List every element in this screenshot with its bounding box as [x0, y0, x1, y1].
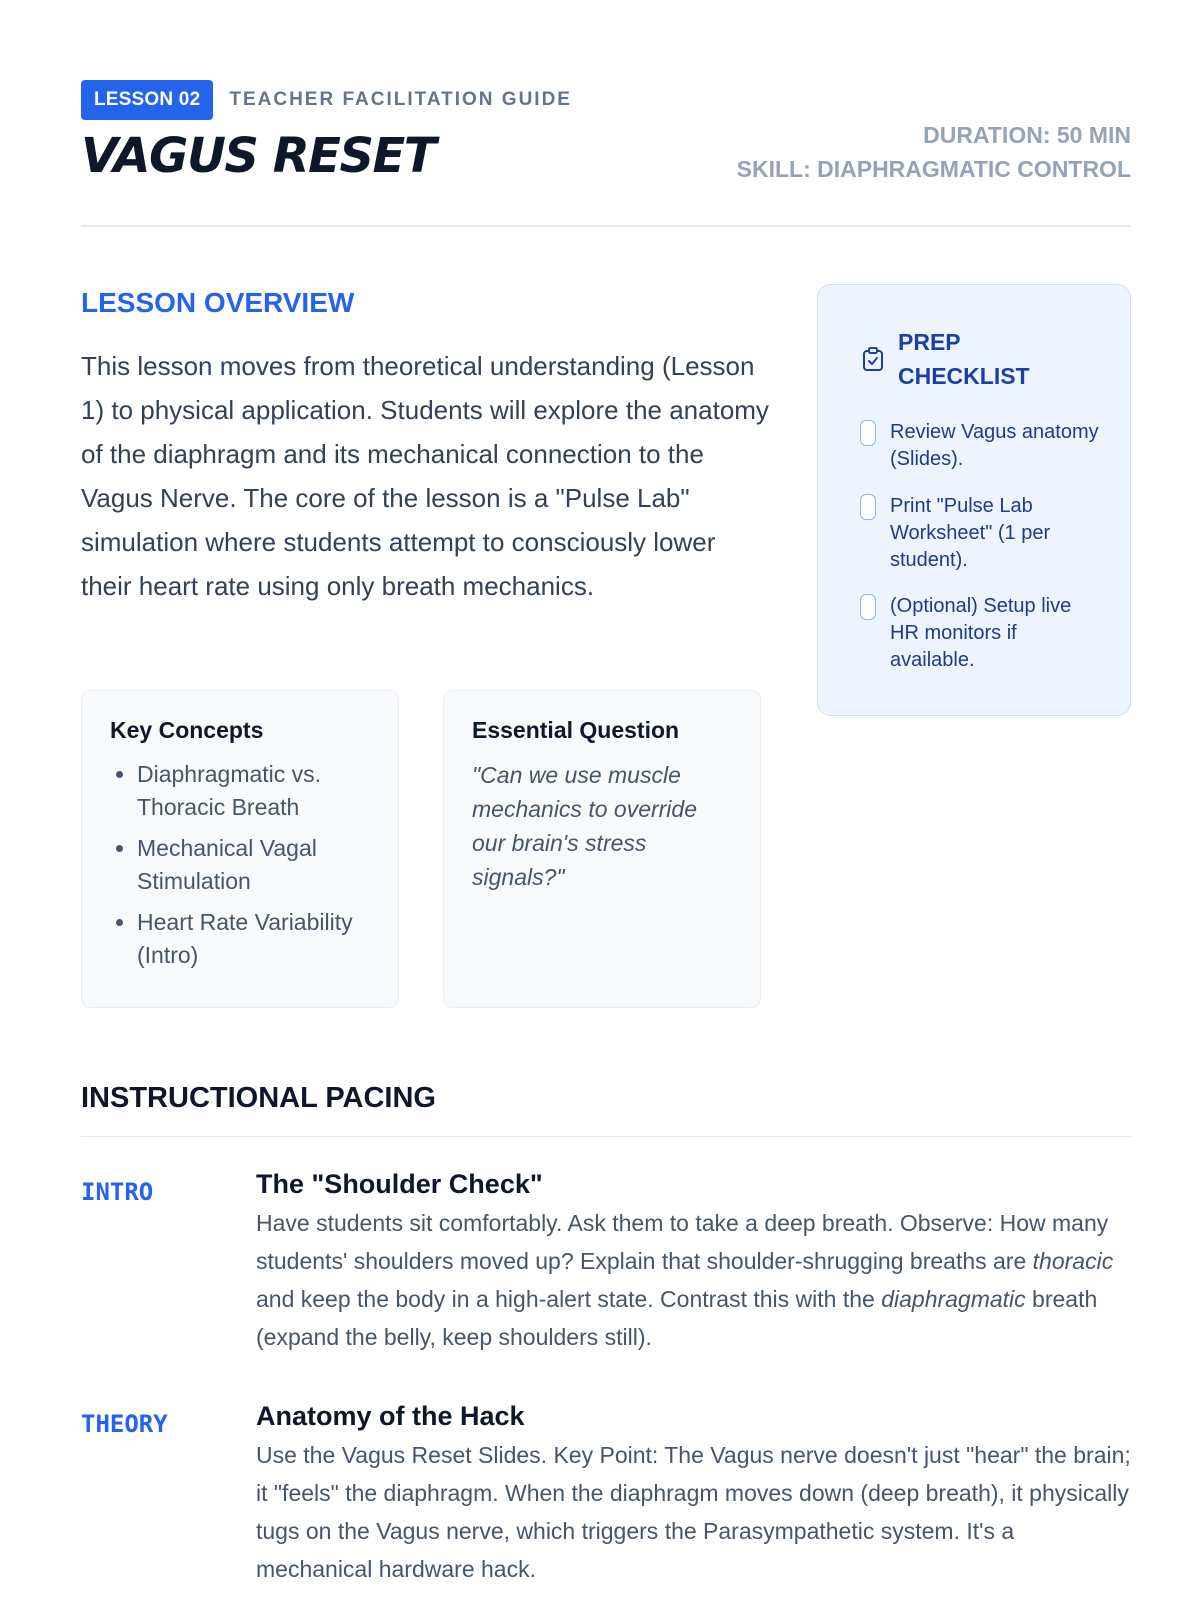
phase-label: THEORY: [81, 1410, 168, 1438]
prep-checklist-title: [898, 325, 1030, 393]
key-concepts-heading: Key Concepts: [110, 717, 264, 743]
overview-text: This lesson moves from theoretical understanding (Lesson 1) to physical application. Students will explore the anatomy of the diaphragm and its mechanical connection to the Vagus Nerve. The core of the lesson is a "Pulse Lab" simulation where students attempt to consciously lower their heart rate using only breath mechanics.: [81, 351, 769, 601]
list-item: • Diaphragmatic vs. Thoracic Breath: [137, 758, 374, 824]
essential-question-quote: "Can we use muscle mechanics to override our brain's stress signals?": [472, 762, 697, 890]
phase-title: Anatomy of the Hack: [256, 1401, 525, 1431]
pacing-heading: INSTRUCTIONAL PACING: [81, 1082, 436, 1114]
essential-question-heading: Essential Question: [472, 717, 680, 743]
phase-text: Use the Vagus Reset Slides. Key Point: The Vagus nerve doesn't just "hear" the brain; it "feels" the diaphragm. When the diaphragm moves down (deep breath), it physically tugs on the Vagus nerve, which triggers the Parasympathetic system. It's a mechanical hardware hack.: [256, 1442, 1131, 1582]
clipboard-check-icon: [862, 347, 884, 371]
checkbox[interactable]: [860, 420, 876, 446]
checkbox[interactable]: [860, 494, 876, 520]
lesson-badge: LESSON 02: [81, 80, 213, 120]
list-item: • Mechanical Vagal Stimulation: [137, 832, 374, 898]
key-concepts-card: [81, 690, 399, 1008]
essential-question-card: [443, 690, 761, 1008]
duration-text: DURATION: 50 MIN: [923, 122, 1131, 148]
phase-text-run: Have students sit comfortably. Ask them to take a deep breath. Observe: How many students' shoulders moved up? Explain that shoulder-shrugging breaths are: [256, 1210, 1109, 1274]
header-divider: [81, 225, 1131, 227]
checklist-item-label: (Optional) Setup live HR monitors if available.: [890, 595, 1072, 671]
header-topline: [81, 80, 572, 120]
pacing-divider: [81, 1136, 1131, 1137]
phase-body: [256, 1166, 1131, 1356]
checklist-item[interactable]: [860, 493, 1100, 574]
prep-title-line: PREP: [898, 329, 961, 355]
key-concepts-list: [110, 758, 374, 972]
phase-body: [256, 1398, 1131, 1588]
phase-title: The "Shoulder Check": [256, 1169, 543, 1199]
checklist-item[interactable]: [860, 419, 1100, 473]
overview-heading: LESSON OVERVIEW: [81, 287, 355, 318]
skill-text: SKILL: DIAPHRAGMATIC CONTROL: [736, 156, 1131, 182]
guide-label: TEACHER FACILITATION GUIDE: [229, 89, 572, 110]
page-title: VAGUS RESET: [81, 128, 436, 184]
phase-text: [256, 1204, 1131, 1356]
checklist-item-label: Print "Pulse Lab Worksheet" (1 per student).: [890, 495, 1051, 571]
checkbox[interactable]: [860, 594, 876, 620]
phase-label: INTRO: [81, 1178, 154, 1206]
phase-text-emphasis: thoracic: [1032, 1248, 1114, 1274]
list-item: • Heart Rate Variability (Intro): [137, 906, 374, 972]
phase-text-run: and keep the body in a high-alert state. Contrast this with the: [256, 1286, 882, 1312]
checklist-item-label: Review Vagus anatomy (Slides).: [890, 421, 1099, 470]
prep-title-line: CHECKLIST: [898, 363, 1030, 389]
lesson-meta: [737, 118, 1131, 186]
prep-checklist-card: [817, 284, 1131, 716]
phase-text-emphasis: diaphragmatic: [881, 1286, 1026, 1312]
phase-text-run: breath (expand the belly, keep shoulders still).: [256, 1286, 1098, 1350]
checklist-item[interactable]: [860, 593, 1100, 674]
